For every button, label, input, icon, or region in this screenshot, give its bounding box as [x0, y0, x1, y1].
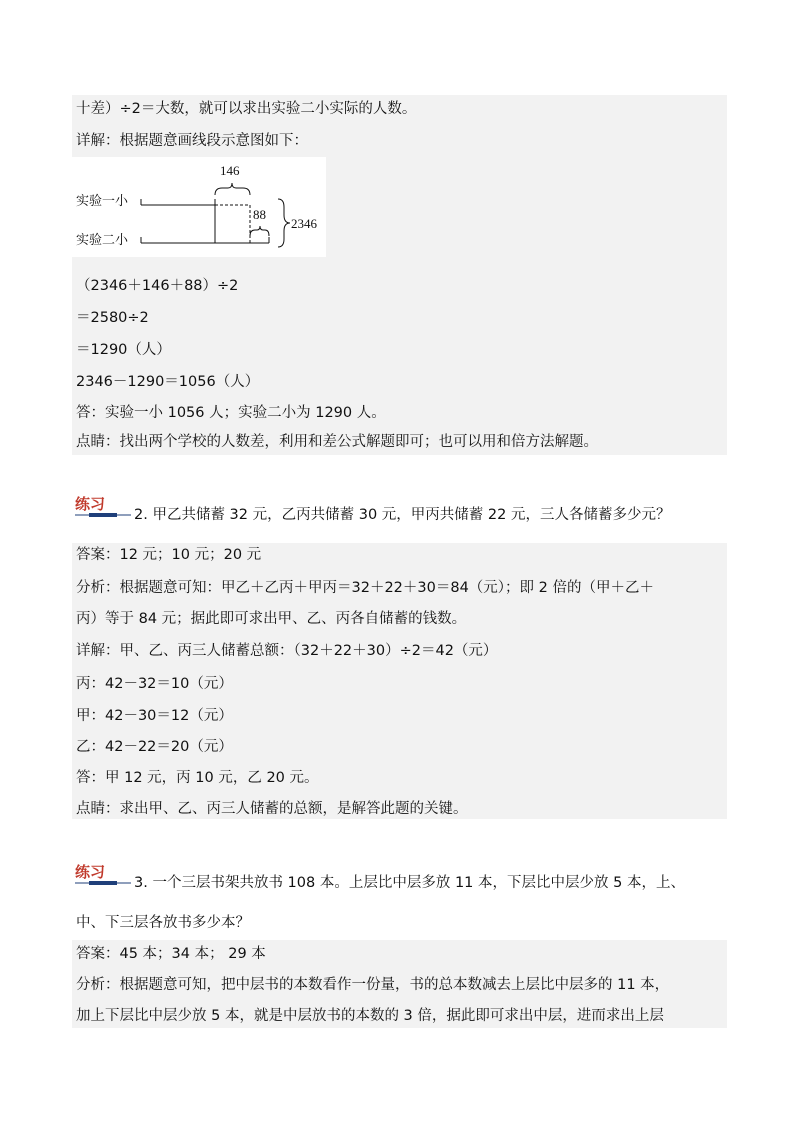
analysis-line: 丙）等于 84 元；据此即可求出甲、乙、丙各自储蓄的钱数。: [76, 611, 467, 627]
detail-line: 乙：42－22＝20（元）: [76, 739, 233, 755]
analysis-line: 分析：根据题意可知：甲乙＋乙丙＋甲丙＝32＋22＋30＝84（元）；即 2 倍的（甲＋乙＋: [76, 580, 654, 596]
question-3-text-line1: 3. 一个三层书架共放书 108 本。上层比中层多放 11 本，下层比中层少放 5 本，上、: [134, 875, 685, 891]
text-line: 2346－1290＝1056（人）: [76, 374, 260, 390]
text-line: 点睛：找出两个学校的人数差，利用和差公式解题即可；也可以用和倍方法解题。: [76, 434, 598, 450]
answer-line: 答：甲 12 元，丙 10 元，乙 20 元。: [76, 770, 319, 786]
analysis-line: 加上下层比中层少放 5 本，就是中层放书的本数的 3 倍，据此即可求出中层，进而求出上层: [76, 1008, 664, 1024]
practice-logo: [73, 862, 133, 896]
diagram-label-school2: 实验二小: [76, 232, 129, 247]
text-line: ＝1290（人）: [76, 342, 171, 358]
question-3-text-line2: 中、下三层各放书多少本？: [76, 915, 250, 931]
text-line: （2346＋146＋88）÷2: [76, 278, 239, 294]
question-2-text: 2. 甲乙共储蓄 32 元，乙丙共储蓄 30 元，甲丙共储蓄 22 元，三人各储蓄多少元？: [134, 507, 671, 523]
text-line: 十差）÷2＝大数，就可以求出实验二小实际的人数。: [76, 101, 417, 117]
svg-text:练习: 练习: [75, 497, 106, 513]
tip-line: 点睛：求出甲、乙、丙三人储蓄的总额，是解答此题的关键。: [76, 801, 468, 817]
answer-line: 答案：45 本；34 本； 29 本: [76, 946, 266, 962]
detail-line: 丙：42－32＝10（元）: [76, 676, 233, 692]
practice-logo: [73, 494, 133, 528]
text-line: 答：实验一小 1056 人；实验二小为 1290 人。: [76, 405, 386, 421]
analysis-line: 分析：根据题意可知，把中层书的本数看作一份量，书的总本数减去上层比中层多的 11 本，: [76, 977, 670, 993]
answer-line: 答案：12 元；10 元；20 元: [76, 547, 262, 563]
diagram-label-146: 146: [220, 163, 240, 178]
text-line: 详解：根据题意画线段示意图如下：: [76, 133, 308, 149]
diagram-label-total: 2346: [291, 216, 317, 231]
svg-text:练习: 练习: [75, 865, 106, 881]
detail-line: 甲：42－30＝12（元）: [76, 708, 233, 724]
text-line: ＝2580÷2: [76, 310, 149, 326]
line-segment-diagram: [72, 157, 326, 257]
detail-line: 详解：甲、乙、丙三人储蓄总额：（32＋22＋30）÷2＝42（元）: [76, 643, 498, 659]
diagram-label-88: 88: [253, 207, 266, 222]
diagram-label-school1: 实验一小: [76, 193, 129, 208]
